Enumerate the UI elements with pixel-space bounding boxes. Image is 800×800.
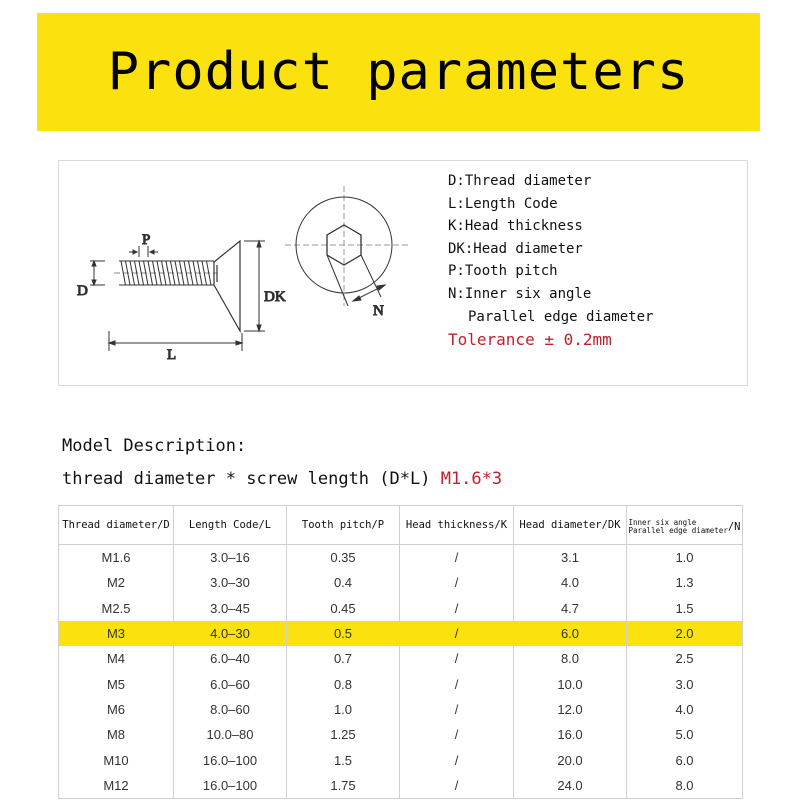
table-cell: 1.75 <box>287 773 400 799</box>
table-cell: / <box>400 747 514 772</box>
table-cell: / <box>400 773 514 799</box>
dimension-d <box>77 261 105 299</box>
table-cell: 5.0 <box>627 722 743 747</box>
table-cell: 4.0 <box>627 697 743 722</box>
table-cell: 8.0–60 <box>174 697 287 722</box>
legend-line: D:Thread diameter <box>448 173 592 189</box>
table-cell: / <box>400 570 514 595</box>
model-example: M1.6*3 <box>440 469 503 489</box>
table-cell: M12 <box>59 773 174 799</box>
table-body <box>59 545 743 799</box>
header-inner-six-angle-line2: Parallel edge diameter <box>628 525 728 535</box>
table-row <box>59 773 743 799</box>
table-header-row <box>59 506 743 545</box>
header-inner-six-angle-line1: Inner six angle <box>628 517 697 527</box>
parameters-table <box>58 505 743 799</box>
table-cell: 6.0 <box>627 747 743 772</box>
table-cell: 4.7 <box>514 596 627 621</box>
table-cell: 10.0 <box>514 671 627 696</box>
page-title: Product parameters <box>107 42 690 102</box>
table-cell: 8.0 <box>514 646 627 671</box>
table-cell: M5 <box>59 671 174 696</box>
table-cell: M1.6 <box>59 545 174 571</box>
table-cell: 3.1 <box>514 545 627 571</box>
table-cell: 1.25 <box>287 722 400 747</box>
header-length-code: Length Code/L <box>174 506 287 545</box>
table-cell: / <box>400 621 514 646</box>
model-formula-text: thread diameter * screw length (D*L) <box>62 469 441 489</box>
table-cell: 0.4 <box>287 570 400 595</box>
legend-line: K:Head thickness <box>448 218 583 235</box>
legend-line: L:Length Code <box>448 195 558 212</box>
screw-head <box>214 241 240 331</box>
table-cell: M4 <box>59 646 174 671</box>
table-row <box>59 697 743 722</box>
dimension-p <box>129 232 158 257</box>
header-thread-diameter: Thread diameter/D <box>59 506 174 545</box>
table-cell: 0.5 <box>287 621 400 646</box>
head-top-view <box>285 186 411 319</box>
table-cell: / <box>400 697 514 722</box>
label-l: L <box>167 347 177 363</box>
table-cell: 1.0 <box>287 697 400 722</box>
table-cell: 3.0–45 <box>174 596 287 621</box>
table-cell: / <box>400 545 514 571</box>
table-cell: 0.7 <box>287 646 400 671</box>
model-formula <box>62 463 502 496</box>
table-cell: M3 <box>59 621 174 646</box>
table-cell: 12.0 <box>514 697 627 722</box>
table-cell: 0.45 <box>287 596 400 621</box>
table-cell: 4.0 <box>514 570 627 595</box>
table-cell: 6.0–40 <box>174 646 287 671</box>
table-cell: / <box>400 722 514 747</box>
table-cell: M2 <box>59 570 174 595</box>
label-n: N <box>373 303 384 319</box>
tolerance-note: Tolerance ± 0.2mm <box>448 330 612 350</box>
table-row <box>59 747 743 772</box>
dimension-dk <box>244 241 286 331</box>
table-cell: 24.0 <box>514 773 627 799</box>
legend-line: P:Tooth pitch <box>448 263 558 280</box>
table-cell: 2.5 <box>627 646 743 671</box>
title-banner <box>37 13 760 131</box>
header-head-diameter: Head diameter/DK <box>514 506 627 545</box>
table-cell: M2.5 <box>59 596 174 621</box>
label-d: D <box>77 283 88 299</box>
table-cell: / <box>400 596 514 621</box>
legend-line-parallel-edge: Parallel edge diameter <box>468 308 654 325</box>
table-cell: 1.5 <box>287 747 400 772</box>
table-cell: 16.0–100 <box>174 747 287 772</box>
table-cell: M6 <box>59 697 174 722</box>
table-row <box>59 570 743 595</box>
table-cell: 3.0–16 <box>174 545 287 571</box>
table-cell: 1.0 <box>627 545 743 571</box>
table-cell: M8 <box>59 722 174 747</box>
table-cell: 1.3 <box>627 570 743 595</box>
table-cell: 2.0 <box>627 621 743 646</box>
legend-line: DK:Head diameter <box>448 240 583 257</box>
table-row <box>59 621 743 646</box>
table-cell: 1.5 <box>627 596 743 621</box>
table-cell: / <box>400 646 514 671</box>
table-cell: 6.0 <box>514 621 627 646</box>
table-row <box>59 646 743 671</box>
screw-thread <box>114 261 217 285</box>
parameter-legend <box>448 170 653 349</box>
table-cell: / <box>400 671 514 696</box>
table-cell: 4.0–30 <box>174 621 287 646</box>
header-head-thickness: Head thickness/K <box>400 506 514 545</box>
header-tooth-pitch: Tooth pitch/P <box>287 506 400 545</box>
header-inner-six-angle <box>627 506 743 545</box>
table-cell: 16.0 <box>514 722 627 747</box>
table-cell: 3.0 <box>627 671 743 696</box>
table-cell: 16.0–100 <box>174 773 287 799</box>
model-description-title: Model Description: <box>62 436 247 456</box>
table-row <box>59 545 743 571</box>
table-cell: M10 <box>59 747 174 772</box>
table-cell: 0.35 <box>287 545 400 571</box>
legend-lines <box>448 170 653 306</box>
table-cell: 0.8 <box>287 671 400 696</box>
table-cell: 10.0–80 <box>174 722 287 747</box>
table-cell: 3.0–30 <box>174 570 287 595</box>
label-dk: DK <box>264 289 286 305</box>
table-row <box>59 671 743 696</box>
table-row <box>59 596 743 621</box>
legend-line: N:Inner six angle <box>448 285 592 302</box>
dimension-l <box>109 331 242 363</box>
header-inner-six-angle-suffix: /N <box>727 520 741 533</box>
table-cell: 6.0–60 <box>174 671 287 696</box>
table-cell: 20.0 <box>514 747 627 772</box>
label-p: P <box>142 232 151 248</box>
table-row <box>59 722 743 747</box>
model-description <box>62 430 502 496</box>
table-cell: 8.0 <box>627 773 743 799</box>
